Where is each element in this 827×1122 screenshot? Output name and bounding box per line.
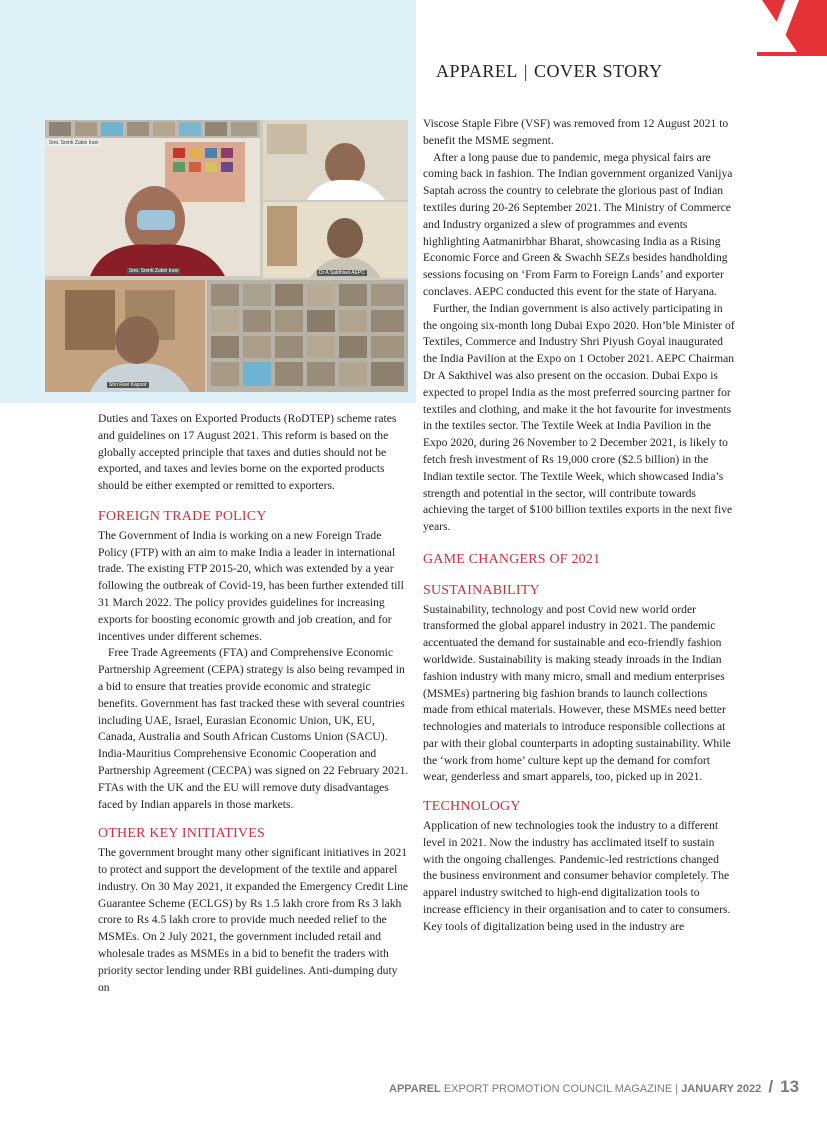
other-initiatives-heading: OTHER KEY INITIATIVES bbox=[98, 826, 265, 842]
footer-brand: APPAREL bbox=[389, 1083, 441, 1095]
foreign-trade-paragraph-1: The Government of India is working on a new Foreign Trade Policy (FTP) with an aim to make India a leader in international trade. The existing FTP 2015-20, which was extended by a year following the outbreak of Covid-19, has been further extended till 31 March 2022. The policy provides guidelines for increasing exports for boosting economic growth and job creation, and for incentives under different schemes. bbox=[98, 528, 404, 643]
sustainability-paragraph: Sustainability, technology and post Covid new world order transformed the global apparel industry in 2021. The pandemic accentuated the demand for sustainable and eco-friendly fashion worldwide. Sustainability is making steady inroads in the Indian fashion industry with many micro, small and medium enterprises (MSMEs) partnering big fashion brands to launch collections made from ethical materials. However, these MSMEs need better technologies and materials to introduce responsible collections at par with their global counterparts in adopting sustainability. While the ‘work from home’ culture kept up the demand for comfort wear, genderless and smart apparels, too, picked up in 2021. bbox=[423, 602, 731, 784]
left-column bbox=[98, 411, 410, 996]
footer-slash: / bbox=[768, 1077, 774, 1096]
footer-magazine: EXPORT PROMOTION COUNCIL MAGAZINE bbox=[443, 1083, 673, 1095]
photo-caption-center: Smt. Smriti Zubin Irani bbox=[129, 268, 179, 274]
photo-caption-bottom: Shri Ravi Kapoor bbox=[109, 382, 147, 388]
intro-paragraph: Duties and Taxes on Exported Products (RoDTEP) scheme rates and guidelines on 17 August 2021. This reform is based on the globally accepted principle that taxes and duties should not be exported, and taxes and levies borne on the exported products should be either exempted or remitted to exporters. bbox=[98, 412, 397, 493]
section-label: APPAREL bbox=[436, 61, 518, 81]
video-conference-photo bbox=[45, 120, 408, 392]
foreign-trade-paragraph-2: Free Trade Agreements (FTA) and Comprehensive Economic Partnership Agreement (CEPA) strategy is also being revamped in a bid to ensure that treaties provide economic and strategic benefits. Government has fast tracked these with several countries including UAE, Israel, Eurasian Economic Union, UK, EU, Canada, Australia and South African Customs Union (SACU). India-Mauritius Comprehensive Economic Cooperation and Partnership Agreement (CECPA) was signed on 22 February 2021. FTAs with the UK and the EU will remove duty disadvantages faced by Indian apparels in those markets. bbox=[98, 646, 409, 811]
footer-issue: JANUARY 2022 bbox=[681, 1083, 762, 1095]
page-number: 13 bbox=[780, 1077, 800, 1096]
foreign-trade-heading: FOREIGN TRADE POLICY bbox=[98, 508, 267, 524]
other-initiatives-paragraph: The government brought many other significant initiatives in 2021 to protect and support the development of the textile and apparel industry. On 30 May 2021, it expanded the Emergency Credit Line Guarantee Scheme (ECLGS) by Rs 1.5 lakh crore from Rs 3 lakh crore to Rs 4.5 lakh crore to provide much needed relief to the MSMEs. On 2 July 2021, the government included retail and wholesale trades as MSMEs in a bid to benefit the traders with priority sector lending under RBI guidelines. Anti-dumping duty on bbox=[98, 846, 409, 994]
photo-caption-mid: Dr A Sakthivel AEPC bbox=[319, 270, 365, 276]
vsf-paragraph: Viscose Staple Fibre (VSF) was removed from 12 August 2021 to benefit the MSME segment. bbox=[423, 117, 729, 147]
section-header bbox=[436, 61, 663, 82]
footer-divider: | bbox=[675, 1083, 679, 1095]
page-footer bbox=[389, 1077, 799, 1097]
dubai-expo-paragraph: Further, the Indian government is also actively participating in the ongoing six-month long Dubai Expo 2020. Hon’ble Minister of Textiles, Commerce and Industry Shri Piyush Goyal inaugurated the India Pavilion at the Expo on 1 October 2021. AEPC Chairman Dr A Sakthivel was also present on the occasion. Dubai Expo is expected to propel India as the most preferred sourcing partner for textiles and clothing, and make it the hot favourite for investments in the textiles sector. The Textile Week at India Pavilion in the Expo 2020, during 26 November to 2 December 2021, is likely to fetch fresh investment of Rs 19,000 crore ($2.5 billion) in the Indian textile sector. The Textile Week, which showcased India’s strength and potential in the sector, will contribute towards achieving the target of $100 billion textiles exports in the next five years. bbox=[423, 301, 735, 534]
game-changers-heading: GAME CHANGERS OF 2021 bbox=[423, 551, 601, 567]
fairs-paragraph: After a long pause due to pandemic, mega physical fairs are coming back in fashion. The Indian government organized Vanijya Saptah across the country to celebrate the glorious past of Indian textiles during 20-26 September 2021. The Ministry of Commerce and Industry organized a slew of programmes and events highlighting Aatmanirbhar Bharat, showcasing India as a Rising Economic Force and Green & Swachh SEZs besides handholding sessions focusing on ‘From Farm to Foreign Lands’ and exporter conclaves. AEPC conducted this event for the state of Haryana. bbox=[423, 150, 733, 298]
photo-caption-top-left: Smt. Smriti Zubin Irani bbox=[49, 140, 99, 146]
magazine-logo-mark bbox=[677, 0, 827, 80]
technology-heading: TECHNOLOGY bbox=[423, 799, 521, 815]
technology-paragraph: Application of new technologies took the industry to a different level in 2021. Now the industry has acclimated itself to sustain with the ongoing challenges. Pandemic-led restrictions changed the business environment and consumer behavior completely. The apparel industry switched to high-end digitalization tools to increase efficiency in their organisation and to cater to consumers. Key tools of digitalization being used in the industry are bbox=[423, 819, 731, 933]
section-title: COVER STORY bbox=[533, 61, 663, 81]
header-divider: | bbox=[523, 61, 528, 81]
sustainability-heading: SUSTAINABILITY bbox=[423, 582, 540, 598]
right-column bbox=[423, 116, 735, 936]
conference-collage bbox=[45, 120, 408, 392]
